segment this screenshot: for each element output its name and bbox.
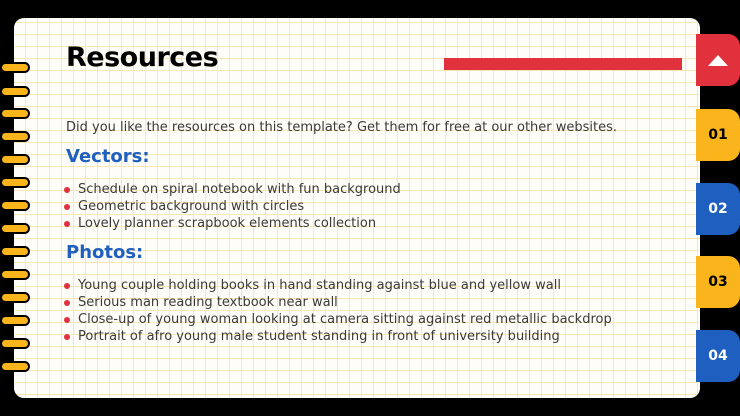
list-item bbox=[64, 215, 401, 232]
photo-link-1[interactable]: Young couple holding books in hand standing against blue and yellow wall bbox=[78, 278, 561, 293]
tab-02[interactable]: 02 bbox=[696, 183, 740, 235]
list-item bbox=[64, 294, 612, 311]
bullet-icon bbox=[64, 221, 70, 227]
bullet-icon bbox=[64, 204, 70, 210]
tab-up-button[interactable] bbox=[696, 34, 740, 86]
bullet-icon bbox=[64, 187, 70, 193]
vectors-list bbox=[64, 181, 401, 232]
spiral-binding bbox=[0, 0, 40, 416]
list-item bbox=[64, 311, 612, 328]
spiral-ring bbox=[0, 269, 30, 280]
spiral-ring bbox=[0, 108, 30, 119]
vector-link-3[interactable]: Lovely planner scrapbook elements collection bbox=[78, 216, 377, 231]
spiral-ring bbox=[0, 338, 30, 349]
list-item bbox=[64, 181, 401, 198]
tab-03[interactable]: 03 bbox=[696, 256, 740, 308]
spiral-ring bbox=[0, 223, 30, 234]
tab-01[interactable]: 01 bbox=[696, 109, 740, 161]
vectors-heading: Vectors: bbox=[66, 146, 150, 167]
spiral-ring bbox=[0, 154, 30, 165]
spiral-ring bbox=[0, 131, 30, 142]
tab-04[interactable]: 04 bbox=[696, 330, 740, 382]
vector-link-1[interactable]: Schedule on spiral notebook with fun background bbox=[78, 182, 401, 197]
bullet-icon bbox=[64, 317, 70, 323]
list-item bbox=[64, 277, 612, 294]
spiral-ring bbox=[0, 361, 30, 372]
bullet-icon bbox=[64, 283, 70, 289]
photos-list bbox=[64, 277, 612, 345]
spiral-ring bbox=[0, 177, 30, 188]
photo-link-4[interactable]: Portrait of afro young male student standing in front of university building bbox=[78, 329, 560, 344]
page-title: Resources bbox=[66, 42, 219, 73]
bullet-icon bbox=[64, 334, 70, 340]
spiral-ring bbox=[0, 200, 30, 211]
spiral-ring bbox=[0, 292, 30, 303]
spiral-ring bbox=[0, 246, 30, 257]
photo-link-3[interactable]: Close-up of young woman looking at camera sitting against red metallic backdrop bbox=[78, 312, 612, 327]
photo-link-2[interactable]: Serious man reading textbook near wall bbox=[78, 295, 338, 310]
spiral-ring bbox=[0, 315, 30, 326]
list-item bbox=[64, 198, 401, 215]
photos-heading: Photos: bbox=[66, 242, 144, 263]
triangle-up-icon bbox=[708, 55, 728, 66]
bullet-icon bbox=[64, 300, 70, 306]
list-item bbox=[64, 328, 612, 345]
notebook-page bbox=[14, 18, 700, 398]
title-accent-bar bbox=[444, 58, 682, 70]
intro-text: Did you like the resources on this template? Get them for free at our other websites. bbox=[66, 120, 618, 135]
vector-link-2[interactable]: Geometric background with circles bbox=[78, 199, 305, 214]
spiral-ring bbox=[0, 86, 30, 97]
spiral-ring bbox=[0, 62, 30, 73]
